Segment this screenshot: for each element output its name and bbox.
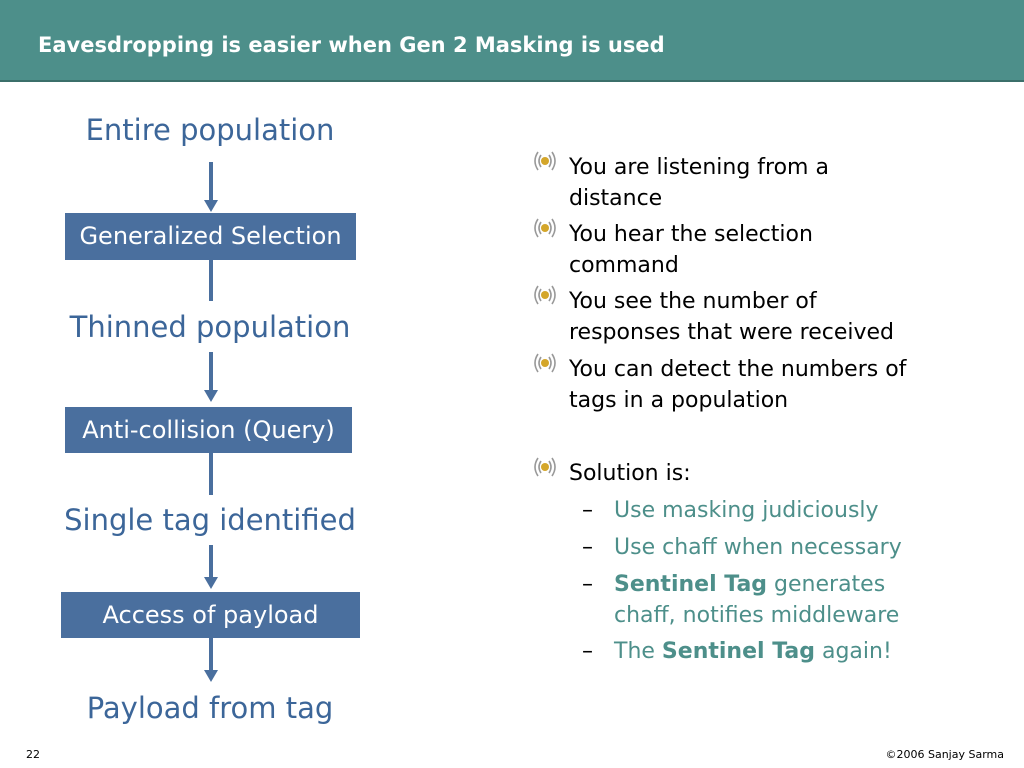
arrow-down-icon [204, 638, 218, 682]
generalized-selection-label: Generalized Selection [79, 222, 342, 250]
page-number: 22 [26, 748, 40, 761]
connector-line [209, 453, 213, 495]
sub-bullet-text [614, 636, 934, 667]
radio-wave-icon [530, 350, 560, 376]
sub-bullet-text-pre: The [614, 639, 662, 664]
sub-bullet-text-post: again! [814, 639, 892, 664]
access-payload-box [61, 592, 360, 638]
arrow-down-icon [204, 352, 218, 402]
sentinel-tag-emphasis: Sentinel Tag [614, 572, 768, 597]
dash: – [582, 639, 593, 664]
bullet-text: You see the number of responses that were received [569, 289, 895, 345]
access-payload-label: Access of payload [102, 601, 319, 629]
dash: – [582, 535, 593, 560]
sub-bullet-text: Use masking judiciously [614, 498, 879, 523]
bullet-text: Solution is: [569, 461, 691, 486]
radio-wave-icon [530, 148, 560, 174]
entire-population-label: Entire population [85, 113, 335, 147]
connector-line [209, 260, 213, 301]
dash: – [582, 572, 593, 597]
payload-from-tag-label: Payload from tag [86, 691, 334, 725]
bullet-text: You are listening from a distance [569, 155, 829, 211]
title-bar [0, 0, 1024, 82]
radio-wave-icon [530, 215, 560, 241]
bullet-text: You hear the selection command [569, 222, 813, 278]
arrow-down-icon [204, 162, 218, 212]
sentinel-tag-emphasis: Sentinel Tag [661, 639, 815, 664]
dash: – [582, 498, 593, 523]
copyright: ©2006 Sanjay Sarma [885, 748, 1004, 761]
thinned-population-label: Thinned population [69, 310, 351, 344]
bullet-text: You can detect the numbers of tags in a population [569, 357, 907, 413]
slide-title: Eavesdropping is easier when Gen 2 Masking is used [38, 33, 665, 57]
single-tag-label: Single tag identified [64, 503, 356, 537]
arrow-down-icon [204, 545, 218, 589]
sub-bullet-text-rest: generates chaff, notifies middleware [614, 572, 900, 628]
radio-wave-icon [530, 454, 560, 480]
sub-bullet-text: Use chaff when necessary [614, 535, 902, 560]
radio-wave-icon [530, 282, 560, 308]
anti-collision-label: Anti-collision (Query) [82, 416, 335, 444]
generalized-selection-box [65, 213, 356, 260]
anti-collision-box [65, 407, 352, 453]
sub-bullet-text [614, 569, 934, 631]
